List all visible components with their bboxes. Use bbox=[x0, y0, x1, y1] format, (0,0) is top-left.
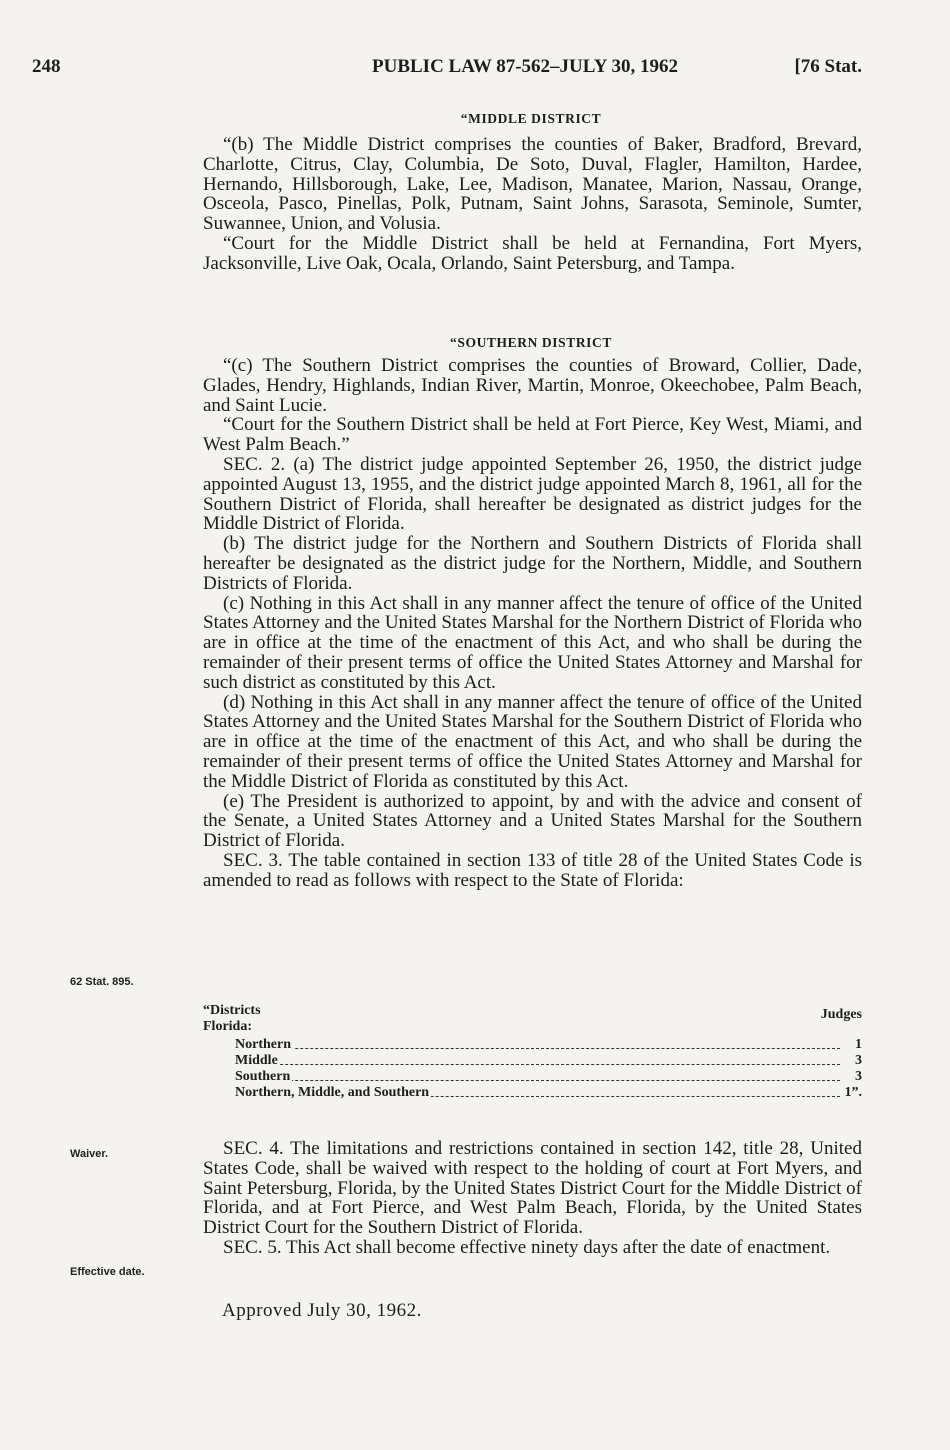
table-row bbox=[203, 1069, 862, 1085]
table-header-state-label: Florida: bbox=[203, 1019, 252, 1034]
judge-count: 3 bbox=[855, 1053, 862, 1068]
dot-leader bbox=[235, 1080, 840, 1081]
table-row bbox=[203, 1053, 862, 1069]
judge-count: 1 bbox=[855, 1037, 862, 1052]
district-name: Northern bbox=[235, 1037, 291, 1052]
margin-note-waiver: Waiver. bbox=[70, 1148, 109, 1160]
table-row bbox=[203, 1037, 862, 1053]
approval-date: Approved July 30, 1962. bbox=[222, 1300, 422, 1321]
heading-southern-district: “SOUTHERN DISTRICT bbox=[450, 335, 612, 350]
judge-count: 1”. bbox=[844, 1085, 862, 1100]
paragraph-sec4: SEC. 4. The limitations and restrictions contained in section 142, title 28, United States Code, shall be waived with respect to the holding of court at Fort Myers, and Saint Petersburg, Florida, by the United States District Court for the Middle District of Florida, and at Fort Pierce, and West Palm Beach, Florida, by the United States District Court for the Southern District of Florida. bbox=[203, 1138, 862, 1239]
sections-4-5 bbox=[203, 1139, 862, 1258]
dot-leader bbox=[235, 1064, 840, 1065]
district-name: Northern, Middle, and Southern bbox=[235, 1085, 430, 1100]
paragraph-southern-court: “Court for the Southern District shall be held at Fort Pierce, Key West, Miami, and West Palm Beach.” bbox=[203, 414, 862, 456]
southern-district-section bbox=[203, 356, 862, 891]
paragraph-middle-court: “Court for the Middle District shall be held at Fernandina, Fort Myers, Jacksonville, Live Oak, Ocala, Orlando, Saint Petersburg, and Tampa. bbox=[203, 232, 862, 274]
table-row bbox=[203, 1085, 862, 1101]
paragraph-southern-counties: “(c) The Southern District comprises the counties of Broward, Collier, Dade, Glades, Hendry, Highlands, Indian River, Martin, Monroe, Okeechobee, Palm Beach, and Saint Lucie. bbox=[203, 355, 862, 416]
middle-district-section bbox=[203, 135, 862, 274]
paragraph-sec2c: (c) Nothing in this Act shall in any manner affect the tenure of office of the United States Attorney and the United States Marshal for the Northern District of Florida who are in office at the time of the enactment of this Act, and who shall be during the remainder of their present terms of office the United States Attorney and Marshal for such district as constituted by this Act. bbox=[203, 592, 862, 693]
paragraph-sec3: SEC. 3. The table contained in section 133 of title 28 of the United States Code is amended to read as follows with respect to the State of Florida: bbox=[203, 849, 862, 891]
judge-count: 3 bbox=[855, 1069, 862, 1084]
paragraph-middle-counties: “(b) The Middle District comprises the counties of Baker, Bradford, Brevard, Charlotte, Citrus, Clay, Columbia, De Soto, Duval, Flagler, Hamilton, Hardee, Hernando, Hillsborough, Lake, Lee, Madison, Manatee, Marion, Nassau, Orange, Osceola, Pasco, Pinellas, Polk, Putnam, Saint Johns, Sarasota, Seminole, Sumter, Suwannee, Union, and Volusia. bbox=[203, 134, 862, 235]
paragraph-sec2a: SEC. 2. (a) The district judge appointed September 26, 1950, the district judge appointed August 13, 1955, and the district judge appointed March 8, 1961, all for the Southern District of Florida, shall hereafter be designated as district judges for the Middle District of Florida. bbox=[203, 453, 862, 535]
page-number: 248 bbox=[32, 56, 61, 77]
table-header bbox=[203, 1003, 862, 1037]
margin-note-stat: 62 Stat. 895. bbox=[70, 976, 134, 988]
dot-leader bbox=[235, 1048, 840, 1049]
volume-reference: [76 Stat. bbox=[794, 56, 862, 77]
district-name: Middle bbox=[235, 1053, 278, 1068]
paragraph-sec5: SEC. 5. This Act shall become effective ninety days after the date of enactment. bbox=[223, 1236, 831, 1258]
table-header-judges: Judges bbox=[820, 1007, 862, 1022]
paragraph-sec2e: (e) The President is authorized to appoint, by and with the advice and consent of the Senate, a United States Attorney and a United States Marshal for the Southern District of Florida. bbox=[203, 790, 862, 852]
page-title: PUBLIC LAW 87-562–JULY 30, 1962 bbox=[372, 56, 678, 77]
paragraph-sec2d: (d) Nothing in this Act shall in any manner affect the tenure of office of the United States Attorney and the United States Marshal for the Southern District of Florida who are in office at the time of the enactment of this Act, and who shall be during the remainder of their present terms of office the United States Attorney and Marshal for the Middle District of Florida as constituted by this Act. bbox=[203, 691, 862, 792]
table-header-districts-label: “Districts bbox=[203, 1003, 261, 1018]
district-name: Southern bbox=[235, 1069, 291, 1084]
page-header bbox=[32, 56, 862, 86]
table-header-districts bbox=[203, 1003, 261, 1035]
paragraph-sec2b: (b) The district judge for the Northern and Southern Districts of Florida shall hereafter be designated as the district judge for the Northern, Middle, and Southern Districts of Florida. bbox=[203, 533, 862, 594]
margin-note-effective-date: Effective date. bbox=[70, 1266, 145, 1278]
judges-table bbox=[203, 1003, 862, 1101]
heading-middle-district: “MIDDLE DISTRICT bbox=[460, 111, 602, 126]
